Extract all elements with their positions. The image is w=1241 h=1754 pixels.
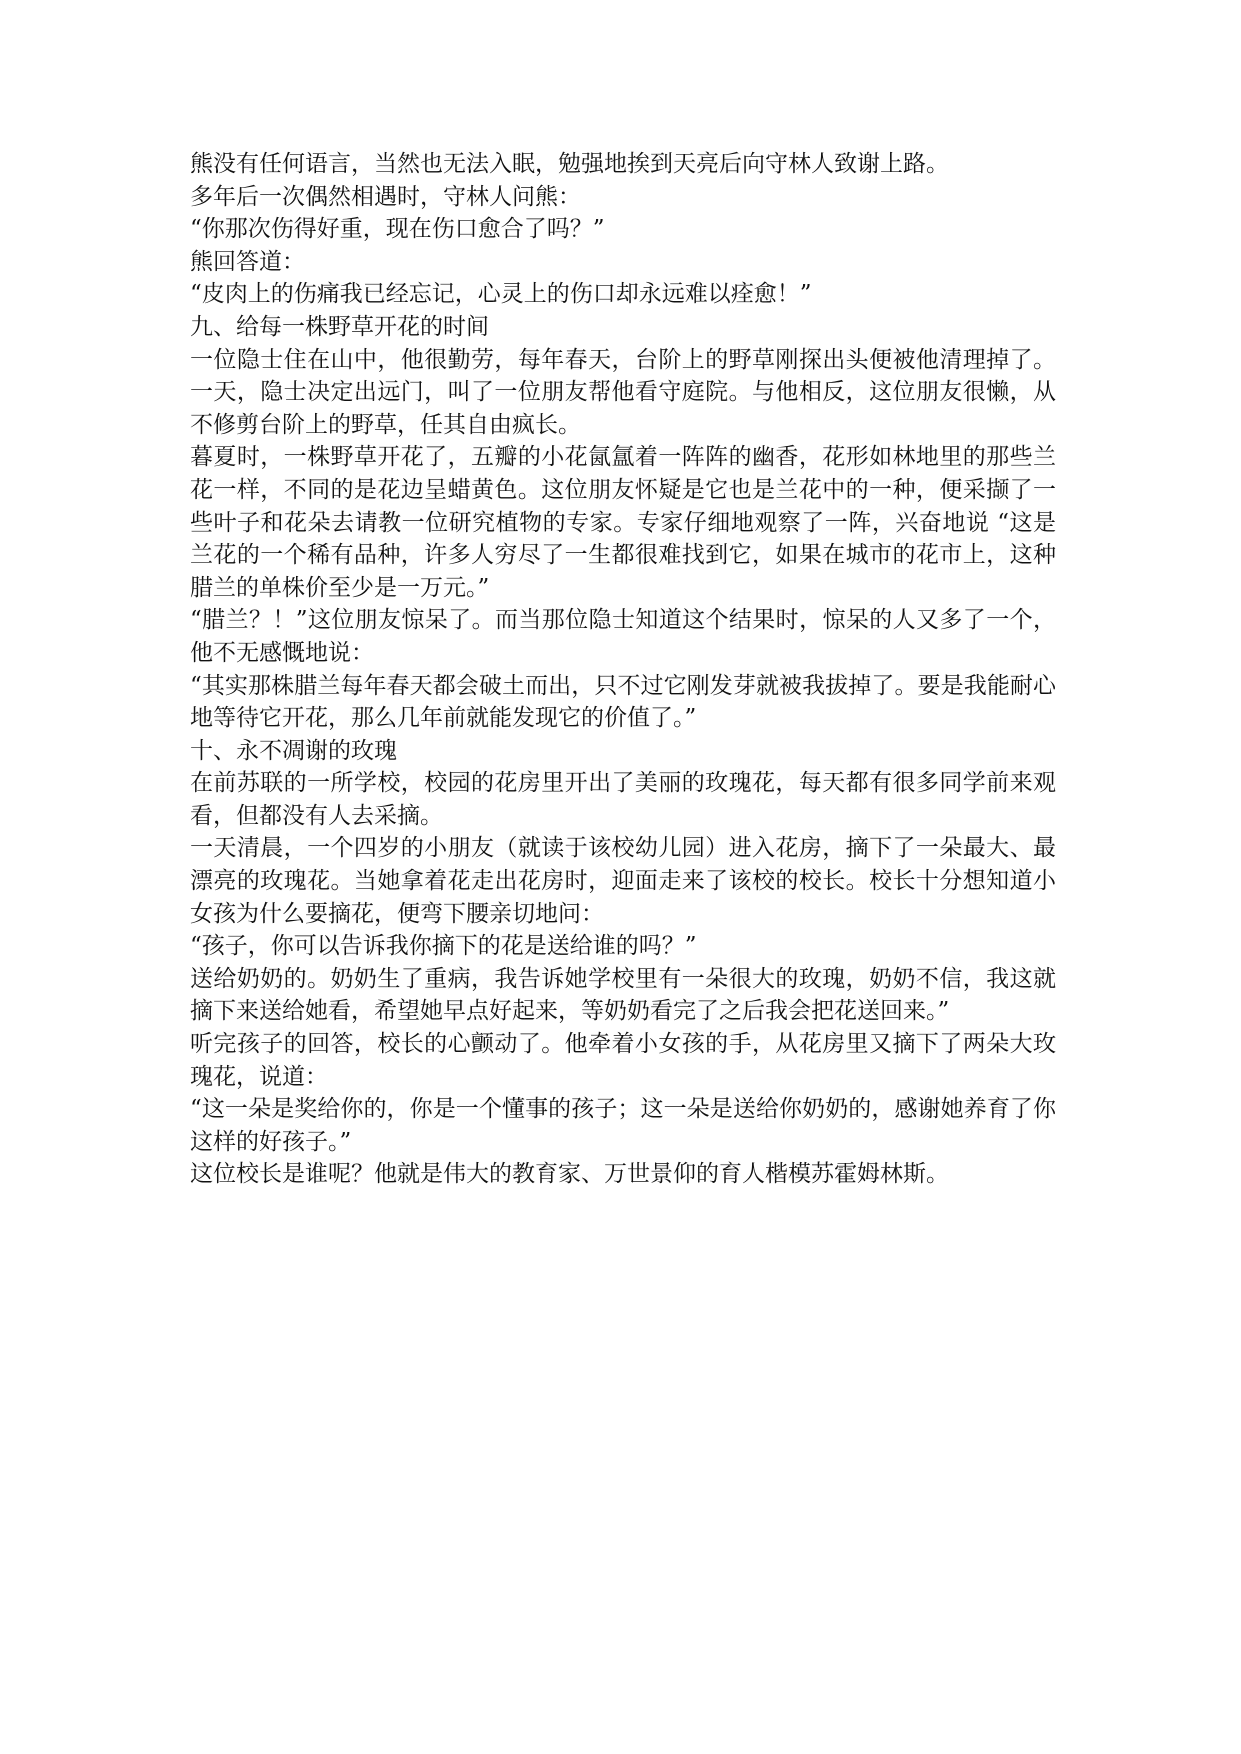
paragraph: 熊没有任何语言，当然也无法入眠，勉强地挨到天亮后向守林人致谢上路。 <box>190 151 949 177</box>
paragraph: 一位隐士住在山中，他很勤劳，每年春天，台阶上的野草刚探出头便被他清理掉了。一天，隐士决定出远门，叫了一位朋友帮他看守庭院。与他相反，这位朋友很懒，从不修剪台阶上的野草，任其自由疯长。 <box>190 346 1056 438</box>
quote-paragraph: “这一朵是奖给你的，你是一个懂事的孩子；这一朵是送给你奶奶的，感谢她养育了你这样的好孩子。” <box>190 1096 1056 1155</box>
section-heading: 十、永不凋谢的玫瑰 <box>190 737 397 764</box>
paragraph: 在前苏联的一所学校，校园的花房里开出了美丽的玫瑰花，每天都有很多同学前来观看，但都没有人去采摘。 <box>190 770 1056 829</box>
paragraph: 多年后一次偶然相遇时，守林人问熊： <box>190 183 581 210</box>
quote-paragraph: “你那次伤得好重，现在伤口愈合了吗？” <box>190 216 605 243</box>
paragraph: 这位校长是谁呢？他就是伟大的教育家、万世景仰的育人楷模苏霍姆林斯。 <box>190 1161 949 1188</box>
paragraph: 暮夏时，一株野草开花了，五瓣的小花氤氲着一阵阵的幽香，花形如林地里的那些兰花一样，不同的是花边呈蜡黄色。这位朋友怀疑是它也是兰花中的一种，便采撷了一些叶子和花朵去请教一位研究植物的专家。专家仔细地观察了一阵，兴奋地说 “这是兰花的一个稀有品种，许多人穷尽了一生都很难找到它，如果在城市的花市上，这种腊兰的单株价至少是一万元。” <box>190 444 1056 601</box>
paragraph: 一天清晨，一个四岁的小朋友（就读于该校幼儿园）进入花房，摘下了一朵最大、最漂亮的玫瑰花。当她拿着花走出花房时，迎面走来了该校的校长。校长十分想知道小女孩为什么要摘花，便弯下腰亲切地问： <box>190 835 1056 927</box>
quote-paragraph: “其实那株腊兰每年春天都会破土而出，只不过它刚发芽就被我拔掉了。要是我能耐心地等待它开花，那么几年前就能发现它的价值了。” <box>190 672 1056 732</box>
quote-paragraph: “孩子，你可以告诉我你摘下的花是送给谁的吗？” <box>190 933 697 960</box>
paragraph: 听完孩子的回答，校长的心颤动了。他牵着小女孩的手，从花房里又摘下了两朵大玫瑰花，说道： <box>190 1031 1056 1090</box>
quote-paragraph: “皮肉上的伤痛我已经忘记，心灵上的伤口却永远难以痊愈！” <box>190 281 812 308</box>
document-body <box>190 148 1056 1191</box>
paragraph: 熊回答道： <box>190 248 305 275</box>
paragraph: 送给奶奶的。奶奶生了重病，我告诉她学校里有一朵很大的玫瑰，奶奶不信，我这就摘下来送给她看，希望她早点好起来，等奶奶看完了之后我会把花送回来。” <box>190 965 1056 1025</box>
section-heading: 九、给每一株野草开花的时间 <box>190 313 489 340</box>
paragraph: “腊兰？！”这位朋友惊呆了。而当那位隐士知道这个结果时，惊呆的人又多了一个，他不无感慨地说： <box>190 607 1056 666</box>
